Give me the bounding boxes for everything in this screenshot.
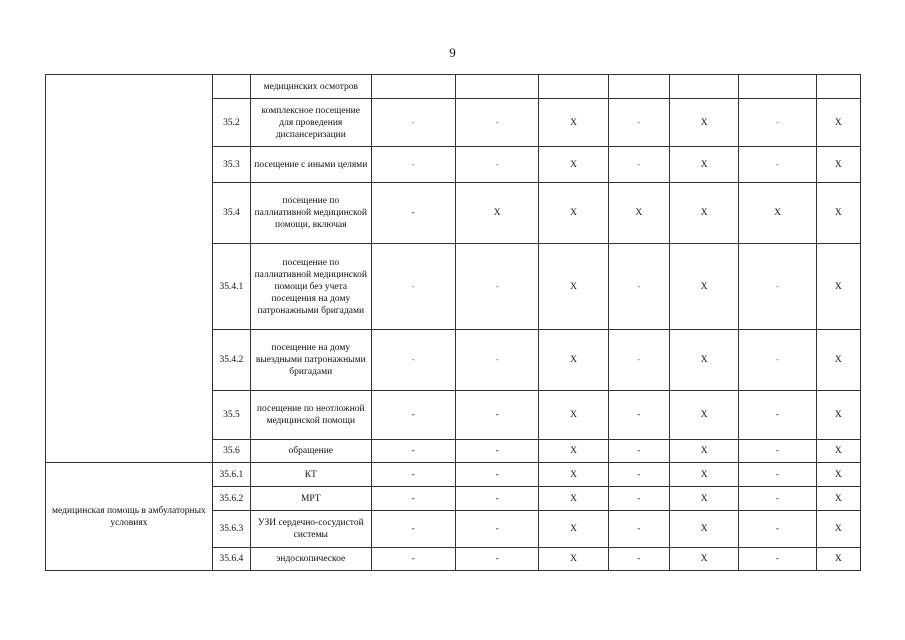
value-cell: X [539,330,608,391]
value-cell: - [608,147,669,183]
section-cell-empty [46,75,213,463]
value-cell: - [739,440,816,463]
value-cell: - [608,511,669,548]
value-cell: X [816,487,860,511]
table-row [46,463,861,487]
value-cell: X [816,463,860,487]
value-cell: X [816,147,860,183]
value-cell: - [608,463,669,487]
value-cell: X [539,440,608,463]
value-cell: - [739,511,816,548]
row-code: 35.6.2 [212,487,250,511]
value-cell: - [371,391,455,440]
value-cell: - [455,548,538,571]
row-description: медицинских осмотров [250,75,371,99]
row-description: посещение по неотложной медицинской помощи [250,391,371,440]
value-cell: - [608,99,669,147]
row-description: посещение на дому выездными патронажными бригадами [250,330,371,391]
row-description: посещение по паллиативной медицинской помощи, включая [250,183,371,244]
value-cell: X [608,183,669,244]
value-cell: - [608,487,669,511]
value-cell: - [608,244,669,330]
value-cell: X [670,183,739,244]
value-cell: - [739,99,816,147]
row-description: посещение по паллиативной медицинской помощи без учета посещения на дому патронажными бригадами [250,244,371,330]
row-code: 35.5 [212,391,250,440]
value-cell: - [739,244,816,330]
value-cell: X [739,183,816,244]
row-code: 35.3 [212,147,250,183]
value-cell: X [816,99,860,147]
value-cell: - [739,463,816,487]
value-cell: X [670,440,739,463]
value-cell: - [455,244,538,330]
value-cell: X [670,244,739,330]
value-cell: X [816,440,860,463]
section-label: медицинская помощь в амбулаторных условиях [46,463,213,571]
value-cell: X [539,244,608,330]
row-code: 35.4.1 [212,244,250,330]
value-cell: - [371,548,455,571]
value-cell: - [608,548,669,571]
row-description: обращение [250,440,371,463]
value-cell: - [455,99,538,147]
value-cell [739,75,816,99]
value-cell: X [539,99,608,147]
value-cell: - [371,487,455,511]
value-cell [670,75,739,99]
value-cell: - [608,440,669,463]
value-cell: X [816,330,860,391]
value-cell: X [539,511,608,548]
value-cell: - [371,511,455,548]
value-cell: X [670,463,739,487]
value-cell: - [371,244,455,330]
row-code: 35.6.1 [212,463,250,487]
row-code: 35.2 [212,99,250,147]
value-cell: X [455,183,538,244]
value-cell: X [816,183,860,244]
value-cell: X [670,147,739,183]
value-cell: - [371,147,455,183]
value-cell: - [739,147,816,183]
value-cell: - [371,463,455,487]
row-code: 35.4 [212,183,250,244]
value-cell: - [739,391,816,440]
value-cell: - [371,99,455,147]
value-cell: X [539,487,608,511]
row-code: 35.4.2 [212,330,250,391]
value-cell: X [670,511,739,548]
value-cell: X [670,99,739,147]
services-table [45,74,861,571]
page-number: 9 [449,45,456,60]
value-cell: - [455,463,538,487]
value-cell: X [670,487,739,511]
value-cell: X [539,391,608,440]
value-cell: - [739,548,816,571]
row-description: посещение с иными целями [250,147,371,183]
value-cell: X [816,511,860,548]
value-cell: X [816,391,860,440]
row-description: комплексное посещение для проведения диспансеризации [250,99,371,147]
value-cell: - [371,183,455,244]
row-description: эндоскопическое [250,548,371,571]
value-cell: X [670,330,739,391]
table-row [46,75,861,99]
value-cell [455,75,538,99]
value-cell: - [455,487,538,511]
value-cell: - [608,391,669,440]
value-cell: - [371,440,455,463]
value-cell: - [371,330,455,391]
value-cell [816,75,860,99]
row-description: КТ [250,463,371,487]
value-cell: X [539,463,608,487]
value-cell: X [670,391,739,440]
row-description: УЗИ сердечно-сосудистой системы [250,511,371,548]
value-cell: - [455,330,538,391]
value-cell [371,75,455,99]
value-cell: - [608,330,669,391]
value-cell: - [739,330,816,391]
row-code: 35.6.3 [212,511,250,548]
value-cell: X [816,548,860,571]
value-cell: X [539,183,608,244]
value-cell: - [455,511,538,548]
value-cell [608,75,669,99]
row-description: МРТ [250,487,371,511]
row-code [212,75,250,99]
value-cell: - [455,391,538,440]
row-code: 35.6 [212,440,250,463]
value-cell: - [455,147,538,183]
value-cell: - [455,440,538,463]
row-code: 35.6.4 [212,548,250,571]
value-cell: X [816,244,860,330]
value-cell: X [670,548,739,571]
value-cell [539,75,608,99]
value-cell: X [539,548,608,571]
value-cell: X [539,147,608,183]
value-cell: - [739,487,816,511]
